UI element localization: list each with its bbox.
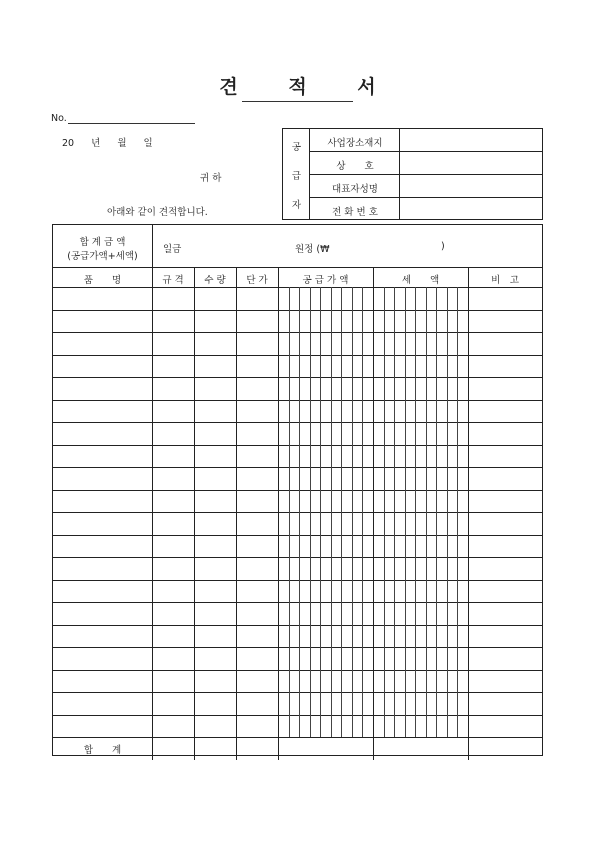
table-cell[interactable]: [53, 422, 152, 445]
table-cell[interactable]: [152, 557, 194, 580]
table-cell[interactable]: [152, 625, 194, 648]
table-cell[interactable]: [152, 287, 194, 310]
table-cell[interactable]: [236, 692, 278, 715]
table-cell[interactable]: [373, 580, 468, 603]
table-cell[interactable]: [236, 355, 278, 378]
table-cell[interactable]: [468, 647, 542, 670]
table-cell[interactable]: [468, 355, 542, 378]
table-cell[interactable]: [53, 647, 152, 670]
table-cell[interactable]: [373, 670, 468, 693]
estimate-table: [52, 224, 543, 756]
table-cell[interactable]: [373, 715, 468, 738]
table-cell[interactable]: [236, 467, 278, 490]
date-month: 월: [117, 138, 127, 149]
table-cell[interactable]: [152, 310, 194, 333]
greeting-text: 아래와 같이 견적합니다.: [107, 207, 208, 218]
table-cell[interactable]: [468, 332, 542, 355]
table-cell[interactable]: [278, 422, 373, 445]
table-cell[interactable]: [152, 377, 194, 400]
table-cell[interactable]: [152, 332, 194, 355]
table-cell[interactable]: [236, 400, 278, 423]
table-cell[interactable]: [236, 310, 278, 333]
total-amount-label: 합 계 금 액: [79, 237, 126, 248]
amount-in-words-prefix: 일금: [163, 244, 182, 255]
table-cell[interactable]: [373, 287, 468, 310]
table-cell[interactable]: [236, 445, 278, 468]
table-cell[interactable]: [53, 467, 152, 490]
table-cell[interactable]: [468, 535, 542, 558]
table-cell[interactable]: [194, 332, 236, 355]
table-cell[interactable]: [373, 422, 468, 445]
table-cell[interactable]: [236, 377, 278, 400]
table-cell[interactable]: [152, 715, 194, 738]
table-cell[interactable]: [278, 287, 373, 310]
table-cell[interactable]: [468, 400, 542, 423]
table-cell[interactable]: [194, 512, 236, 535]
col-header-remarks: 비 고: [491, 275, 519, 286]
table-cell[interactable]: [278, 647, 373, 670]
table-cell[interactable]: [278, 445, 373, 468]
table-cell[interactable]: [194, 287, 236, 310]
table-cell[interactable]: [194, 535, 236, 558]
table-cell[interactable]: [236, 670, 278, 693]
recipient-honorific: 귀 하: [200, 173, 222, 184]
table-cell[interactable]: [278, 310, 373, 333]
table-cell[interactable]: [53, 602, 152, 625]
table-cell[interactable]: [468, 557, 542, 580]
table-cell[interactable]: [236, 287, 278, 310]
table-cell[interactable]: [236, 580, 278, 603]
table-cell[interactable]: [278, 557, 373, 580]
table-cell[interactable]: [236, 715, 278, 738]
table-cell[interactable]: [53, 580, 152, 603]
total-amount-sublabel: (공급가액+세액): [67, 251, 138, 262]
col-header-spec: 규 격: [162, 275, 184, 286]
table-cell[interactable]: [53, 332, 152, 355]
total-row-divider: [152, 225, 153, 267]
footer-total-label: 합 계: [83, 745, 122, 756]
document-number-label: No.: [51, 113, 67, 124]
table-cell[interactable]: [278, 400, 373, 423]
supplier-address-label: 사업장소재지: [327, 138, 383, 149]
table-cell[interactable]: [194, 467, 236, 490]
date-field[interactable]: [62, 135, 153, 149]
table-cell[interactable]: [373, 557, 468, 580]
table-cell[interactable]: [194, 422, 236, 445]
table-cell[interactable]: [373, 377, 468, 400]
table-cell[interactable]: [278, 535, 373, 558]
table-cell[interactable]: [278, 692, 373, 715]
table-cell[interactable]: [53, 445, 152, 468]
table-cell[interactable]: [152, 512, 194, 535]
table-cell[interactable]: [53, 535, 152, 558]
document-title: 견 적 서: [219, 76, 398, 98]
table-cell[interactable]: [373, 602, 468, 625]
col-header-unit-price: 단 가: [246, 275, 268, 286]
table-cell[interactable]: [53, 355, 152, 378]
table-cell[interactable]: [152, 467, 194, 490]
table-cell[interactable]: [468, 625, 542, 648]
table-cell[interactable]: [373, 490, 468, 513]
table-cell[interactable]: [468, 467, 542, 490]
table-cell[interactable]: [468, 602, 542, 625]
amount-close-paren: ): [441, 241, 445, 252]
supplier-row-divider: [310, 151, 542, 152]
table-cell[interactable]: [373, 467, 468, 490]
table-cell[interactable]: [152, 400, 194, 423]
table-cell[interactable]: [194, 647, 236, 670]
table-cell[interactable]: [373, 332, 468, 355]
table-cell[interactable]: [53, 512, 152, 535]
col-header-quantity: 수 량: [204, 275, 226, 286]
table-cell[interactable]: [373, 647, 468, 670]
footer-total-cell[interactable]: [278, 737, 373, 760]
table-cell[interactable]: [152, 445, 194, 468]
table-cell[interactable]: [468, 715, 542, 738]
document-number-line[interactable]: [68, 123, 195, 124]
table-cell[interactable]: [236, 512, 278, 535]
table-cell[interactable]: [194, 377, 236, 400]
table-cell[interactable]: [53, 287, 152, 310]
table-cell[interactable]: [373, 625, 468, 648]
table-cell[interactable]: [468, 580, 542, 603]
title-underline: [242, 101, 353, 102]
table-cell[interactable]: [53, 670, 152, 693]
table-cell[interactable]: [194, 310, 236, 333]
footer-total-cell[interactable]: [152, 737, 194, 760]
table-cell[interactable]: [236, 422, 278, 445]
table-cell[interactable]: [468, 512, 542, 535]
col-header-item-name: 품 명: [83, 275, 122, 286]
table-cell[interactable]: [373, 355, 468, 378]
table-cell[interactable]: [152, 647, 194, 670]
table-cell[interactable]: [194, 580, 236, 603]
table-cell[interactable]: [278, 377, 373, 400]
table-cell[interactable]: [373, 310, 468, 333]
table-cell[interactable]: [468, 670, 542, 693]
supplier-vertical-label: [283, 129, 310, 219]
table-cell[interactable]: [194, 602, 236, 625]
table-cell[interactable]: [278, 625, 373, 648]
table-cell[interactable]: [194, 715, 236, 738]
table-cell[interactable]: [152, 580, 194, 603]
table-cell[interactable]: [53, 377, 152, 400]
table-cell[interactable]: [278, 580, 373, 603]
table-cell[interactable]: [194, 670, 236, 693]
table-cell[interactable]: [53, 310, 152, 333]
table-cell[interactable]: [236, 557, 278, 580]
table-cell[interactable]: [53, 692, 152, 715]
table-cell[interactable]: [194, 400, 236, 423]
date-year: 20 년: [62, 138, 101, 149]
col-header-supply-amount: 공 급 가 액: [302, 275, 349, 286]
table-cell[interactable]: [236, 602, 278, 625]
table-cell[interactable]: [278, 355, 373, 378]
table-cell[interactable]: [278, 332, 373, 355]
supplier-phone-label: 전 화 번 호: [332, 207, 378, 218]
table-cell[interactable]: [373, 445, 468, 468]
table-cell[interactable]: [373, 400, 468, 423]
table-cell[interactable]: [468, 692, 542, 715]
table-cell[interactable]: [468, 287, 542, 310]
footer-total-cell[interactable]: [194, 737, 236, 760]
table-cell[interactable]: [468, 422, 542, 445]
table-cell[interactable]: [236, 490, 278, 513]
table-cell[interactable]: [278, 670, 373, 693]
supplier-char: 공: [291, 142, 302, 153]
table-cell[interactable]: [194, 625, 236, 648]
table-cell[interactable]: [373, 535, 468, 558]
table-cell[interactable]: [152, 535, 194, 558]
supplier-char: 급: [291, 171, 302, 182]
table-cell[interactable]: [236, 535, 278, 558]
table-cell[interactable]: [236, 332, 278, 355]
table-cell[interactable]: [278, 602, 373, 625]
table-cell[interactable]: [278, 467, 373, 490]
table-cell[interactable]: [468, 310, 542, 333]
table-cell[interactable]: [278, 490, 373, 513]
table-cell[interactable]: [194, 490, 236, 513]
supplier-row-divider: [310, 174, 542, 175]
table-cell[interactable]: [373, 692, 468, 715]
table-cell[interactable]: [236, 625, 278, 648]
table-cell[interactable]: [236, 647, 278, 670]
table-cell[interactable]: [53, 490, 152, 513]
supplier-row-divider: [310, 197, 542, 198]
table-cell[interactable]: [53, 625, 152, 648]
table-cell[interactable]: [194, 445, 236, 468]
table-cell[interactable]: [468, 377, 542, 400]
table-cell[interactable]: [152, 692, 194, 715]
table-cell[interactable]: [152, 602, 194, 625]
supplier-representative-label: 대표자성명: [332, 184, 378, 195]
table-cell[interactable]: [468, 445, 542, 468]
table-cell[interactable]: [53, 557, 152, 580]
table-cell[interactable]: [194, 692, 236, 715]
table-cell[interactable]: [53, 715, 152, 738]
table-cell[interactable]: [468, 490, 542, 513]
table-cell[interactable]: [152, 670, 194, 693]
col-header-tax: 세 액: [401, 275, 440, 286]
supplier-box: [282, 128, 543, 220]
footer-total-cell[interactable]: [373, 737, 468, 760]
footer-total-cell[interactable]: [468, 737, 542, 760]
table-cell[interactable]: [278, 512, 373, 535]
amount-won-text: 원정 (₩: [295, 244, 330, 255]
supplier-company-label: 상 호: [336, 161, 374, 172]
table-cell[interactable]: [152, 490, 194, 513]
footer-total-cell[interactable]: [236, 737, 278, 760]
table-cell[interactable]: [278, 715, 373, 738]
table-cell[interactable]: [152, 355, 194, 378]
table-cell[interactable]: [373, 512, 468, 535]
table-cell[interactable]: [152, 422, 194, 445]
table-cell[interactable]: [53, 400, 152, 423]
date-day: 일: [143, 138, 153, 149]
table-cell[interactable]: [194, 355, 236, 378]
table-cell[interactable]: [194, 557, 236, 580]
supplier-char: 자: [291, 200, 302, 211]
